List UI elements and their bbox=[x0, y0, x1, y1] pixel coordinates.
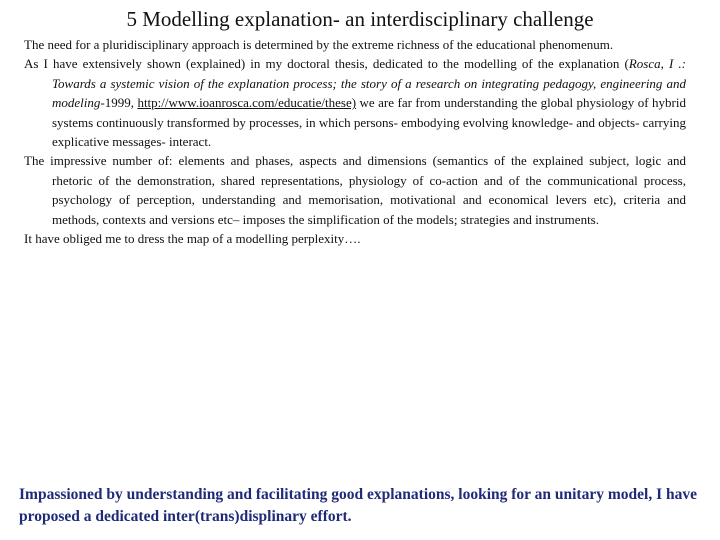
body-text bbox=[24, 35, 686, 248]
thesis-citation: Rosca, I .: Towards a systemic vision of the explanation process; the story of a research on integrating pedagogy, engineering and modeling- bbox=[52, 56, 686, 111]
slide-title: 5 Modelling explanation- an interdisciplinary challenge bbox=[126, 7, 594, 31]
paragraph-impressive-number: The impressive number of: elements and phases, aspects and dimensions (semantics of the explained subject, logic and rhetoric of the demonstration, shared representations, physiology of co-action and of the communicational process, psychology of perception, understanding and memorisation, motivational and economical levers etc), criteria and methods, contexts and versions etc– imposes the simplification of the models; strategies and instruments. bbox=[24, 153, 686, 227]
footer-statement: Impassioned by understanding and facilitating good explanations, looking for an unitary model, I have proposed a dedicated inter(trans)displinary effort. bbox=[19, 486, 697, 525]
thesis-remainder-text: we are far from understanding the global physiology of hybrid systems continuously transformed by processes, in which persons- embodying evolving knowledge- and objects- carrying explicative messages- interact. bbox=[52, 95, 687, 150]
paragraph-modelling-perplexity: It have obliged me to dress the map of a modelling perplexity…. bbox=[24, 231, 361, 247]
paragraph-doctoral-thesis bbox=[24, 54, 686, 151]
thesis-intro-text: As I have extensively shown (explained) in my doctoral thesis, dedicated to the modelling of the explanation ( bbox=[24, 56, 629, 72]
thesis-year: 1999, bbox=[104, 95, 138, 111]
thesis-link[interactable]: http://www.ioanrosca.com/educatie/these) bbox=[137, 95, 357, 111]
paragraph-need-approach: The need for a pluridisciplinary approach is determined by the extreme richness of the educational phenomenum. bbox=[24, 37, 614, 52]
